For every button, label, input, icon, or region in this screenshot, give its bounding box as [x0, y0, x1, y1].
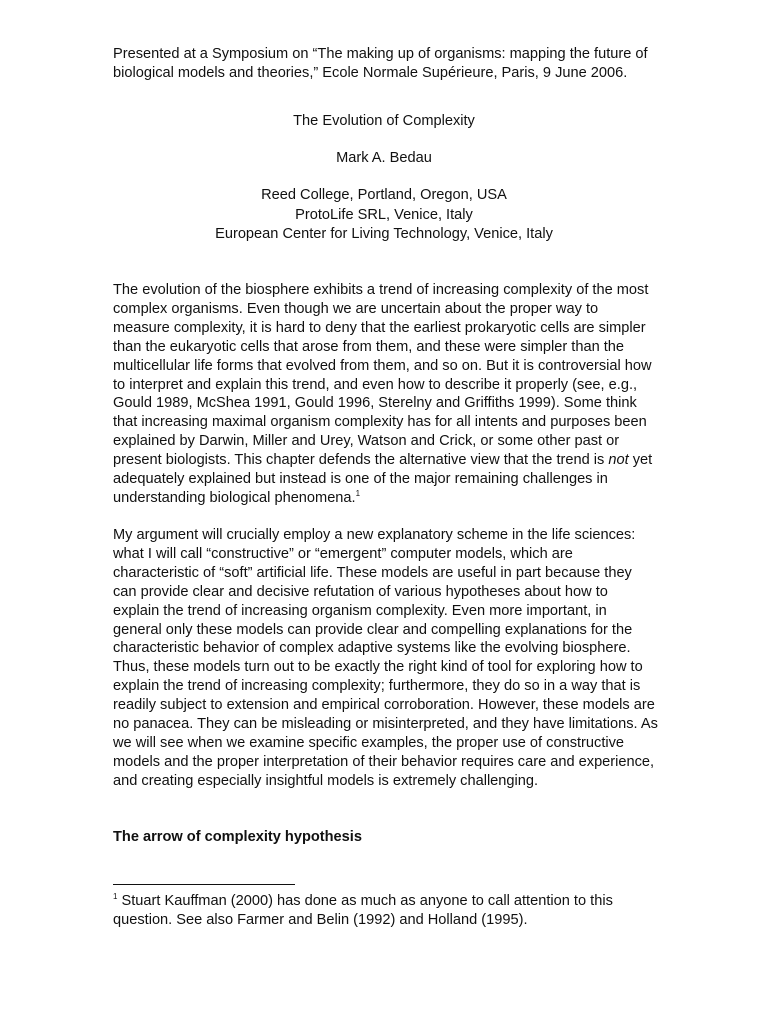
affiliation-2: ProtoLife SRL, Venice, Italy [295, 206, 473, 223]
affiliations [0, 186, 768, 245]
paragraph-1-text-end: yet adequately explained but instead is one of the major remaining challenges in understanding biological phenomena. [113, 452, 653, 506]
footnote-reference[interactable]: 1 [355, 488, 361, 498]
footnote-divider [113, 884, 295, 885]
venue-line-2: biological models and theories,” Ecole Normale Supérieure, Paris, 9 June 2006. [113, 64, 628, 81]
venue-note [113, 45, 658, 83]
paper-title: The Evolution of Complexity [293, 113, 475, 129]
section-heading: The arrow of complexity hypothesis [113, 829, 362, 845]
venue-line-1: Presented at a Symposium on “The making up of organisms: mapping the future of [113, 46, 648, 62]
author-name: Mark A. Bedau [336, 150, 432, 166]
paragraph-2: My argument will crucially employ a new explanatory scheme in the life sciences: what I will call “constructive” or “emergent” computer models, which are characteristic of “soft” artificial life. These models are useful in part because they can provide clear and decisive refutation of various hypotheses about how to explain the trend of increasing organism complexity. Even more important, in general only these models can provide clear and compelling explanations for the characteristic behavior of complex adaptive systems like the evolving biosphere. Thus, these models turn out to be exactly the right kind of tool for exploring how to explain the trend of increasing complexity; furthermore, they do so in a way that is readily subject to extension and empirical corroboration. However, these models are no panacea. They can be misleading or misinterpreted, and they have limitations. As we will see when we examine specific examples, the proper use of constructive models and the proper interpretation of their behavior requires care and experience, and creating especially insightful models is extremely challenging. [113, 527, 658, 789]
footnote [113, 892, 658, 930]
paragraph-1-text: The evolution of the biosphere exhibits a trend of increasing complexity of the most complex organisms. Even though we are uncertain about the proper way to measure complexity, it is hard to deny that the earliest prokaryotic cells are simpler than the eukaryotic cells that arose from them, and these were simpler than the multicellular life forms that evolved from them, and so on. But it is controversial how to interpret and explain this trend, and even how to describe it properly (see, e.g., Gould 1989, McShea 1991, Gould 1996, Sterelny and Griffiths 1999). Some think that increasing maximal organism complexity has for all intents and purposes been explained by Darwin, Miller and Urey, Watson and Crick, or some other past or present biologists. This chapter defends the alternative view that the trend is [113, 282, 652, 469]
affiliation-3: European Center for Living Technology, Venice, Italy [215, 226, 553, 242]
footnote-mark: 1 [113, 892, 118, 901]
paragraph-1-emphasis: not [608, 452, 629, 469]
footnote-text: Stuart Kauffman (2000) has done as much as anyone to call attention to this question. See also Farmer and Belin (1992) and Holland (1995). [113, 893, 613, 928]
affiliation-1: Reed College, Portland, Oregon, USA [261, 187, 507, 203]
paragraph-1 [113, 281, 658, 508]
